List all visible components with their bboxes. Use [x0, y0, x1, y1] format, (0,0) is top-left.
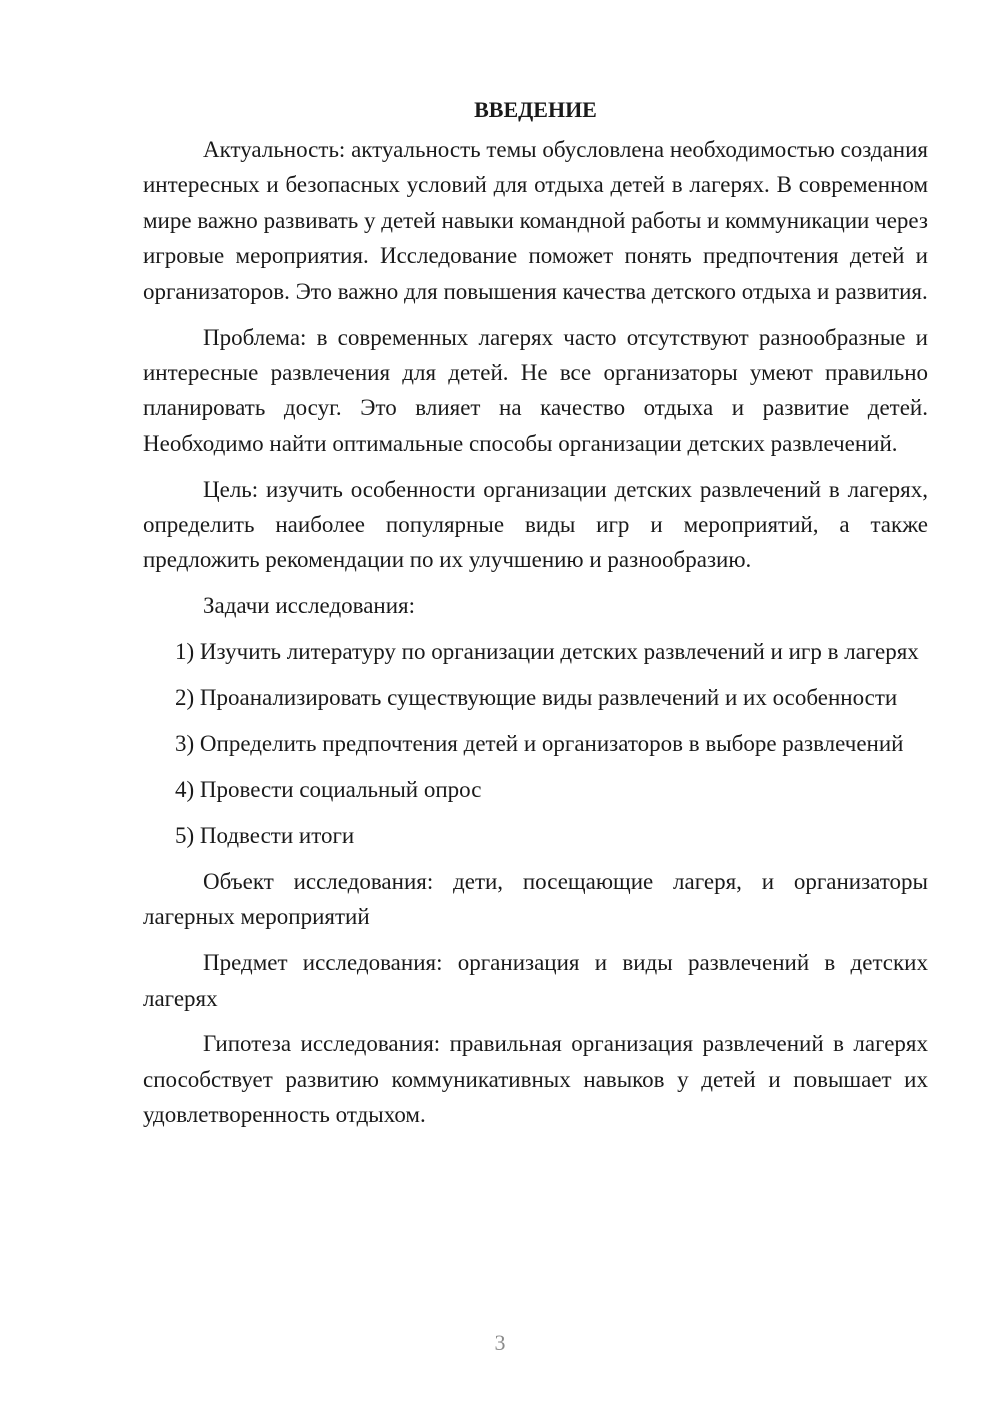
- paragraph-hypothesis: Гипотеза исследования: правильная организация развлечений в лагерях способствует развитию коммуникативных навыков у детей и повышает их удовлетворенность отдыхом.: [143, 1031, 928, 1128]
- page-title: ВВЕДЕНИЕ: [474, 97, 597, 122]
- paragraph-problem: Проблема: в современных лагерях часто отсутствуют разнообразные и интересные развлечения для детей. Не все организаторы умеют правильно планировать досуг. Это влияет на качество отдыха и развитие детей. Необходимо найти оптимальные способы организации детских развлечений.: [143, 324, 928, 456]
- paragraph-object: Объект исследования: дети, посещающие лагеря, и организаторы лагерных мероприятий: [143, 868, 928, 930]
- document-page: [143, 88, 928, 1143]
- paragraph-goal: Цель: изучить особенности организации детских развлечений в лагерях, определить наиболее популярные виды игр и мероприятий, а также предложить рекомендации по их улучшению и разнообразию.: [143, 476, 928, 573]
- task-item-3: 3) Определить предпочтения детей и организаторов в выборе развлечений: [175, 731, 904, 757]
- paragraph-relevance: Актуальность: актуальность темы обусловлена необходимостью создания интересных и безопасных условий для отдыха детей в лагерях. В современном мире важно развивать у детей навыки командной работы и коммуникации через игровые мероприятия. Исследование поможет понять предпочтения детей и организаторов. Это важно для повышения качества детского отдыха и развития.: [143, 137, 929, 304]
- paragraph-subject: Предмет исследования: организация и виды развлечений в детских лагерях: [143, 950, 928, 1011]
- task-item-4: 4) Провести социальный опрос: [175, 777, 482, 802]
- page-number: 3: [494, 1330, 506, 1355]
- paragraph-tasks-heading: Задачи исследования:: [203, 593, 416, 619]
- task-item-5: 5) Подвести итоги: [175, 822, 355, 848]
- task-item-2: 2) Проанализировать существующие виды развлечений и их особенности: [175, 685, 898, 711]
- task-item-1: 1) Изучить литературу по организации детских развлечений и игр в лагерях: [175, 639, 919, 665]
